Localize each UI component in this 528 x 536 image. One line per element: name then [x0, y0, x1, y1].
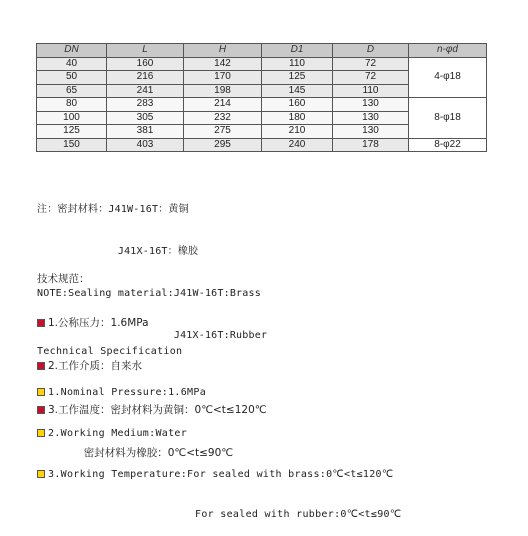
spec-cn-item-1-text: 1.公称压力：1.6MPa — [48, 316, 149, 329]
note-en-line-1: NOTE:Sealing material:J41W-16T:Brass — [37, 288, 261, 299]
cell-l: 216 — [107, 71, 184, 85]
cell-l: 403 — [107, 138, 184, 152]
cell-d: 72 — [333, 57, 409, 71]
cell-h: 142 — [184, 57, 262, 71]
spec-cn-title: 技术规范： — [37, 273, 90, 285]
cell-l: 381 — [107, 125, 184, 139]
table-header-row — [37, 44, 487, 58]
spec-en-item-3 — [37, 468, 401, 482]
cell-d1: 145 — [262, 84, 333, 98]
table-row — [37, 138, 487, 152]
note-en-line-2: J41X-16T:Rubber — [37, 330, 268, 341]
cell-d: 130 — [333, 111, 409, 125]
spec-cn-item-2-text: 2.工作介质：自来水 — [48, 360, 143, 372]
note-cn-line-2: J41X-16T：橡胶 — [37, 246, 199, 257]
cell-l: 305 — [107, 111, 184, 125]
yellow-square-icon — [37, 429, 45, 437]
cell-h: 275 — [184, 125, 262, 139]
cell-h: 295 — [184, 138, 262, 152]
cell-dn: 80 — [37, 98, 107, 112]
cell-l: 241 — [107, 84, 184, 98]
cell-dn: 150 — [37, 138, 107, 152]
cell-dn: 50 — [37, 71, 107, 85]
cell-dn: 40 — [37, 57, 107, 71]
spec-cn-item-3-text: 3.工作温度：密封材料为黄铜：0℃<t≤120℃ — [48, 403, 267, 416]
cell-d1: 125 — [262, 71, 333, 85]
header-d1: D1 — [262, 44, 333, 58]
cell-d: 130 — [333, 98, 409, 112]
tech-spec-en — [37, 318, 401, 536]
cell-d1: 180 — [262, 111, 333, 125]
cell-l: 160 — [107, 57, 184, 71]
spec-en-item-3-text: 3.Working Temperature:For sealed with brass:0℃<t≤120℃ — [48, 468, 394, 480]
header-holes: n-φd — [409, 44, 487, 58]
cell-d1: 240 — [262, 138, 333, 152]
header-l: L — [107, 44, 184, 58]
cell-h: 232 — [184, 111, 262, 125]
cell-h: 170 — [184, 71, 262, 85]
header-dn: DN — [37, 44, 107, 58]
cell-dn: 125 — [37, 125, 107, 139]
yellow-square-icon — [37, 470, 45, 478]
cell-d1: 210 — [262, 125, 333, 139]
header-d: D — [333, 44, 409, 58]
cell-h: 214 — [184, 98, 262, 112]
cell-dn: 100 — [37, 111, 107, 125]
cell-d: 110 — [333, 84, 409, 98]
spec-en-item-3-cont: For sealed with rubber:0℃<t≤90℃ — [37, 509, 402, 521]
spec-cn-item-3-cont: 密封材料为橡胶：0℃<t≤90℃ — [37, 447, 234, 459]
spec-en-item-2 — [37, 427, 401, 441]
cell-holes: 8-φ18 — [409, 98, 487, 139]
spec-en-item-2-text: 2.Working Medium:Water — [48, 427, 188, 439]
cell-dn: 65 — [37, 84, 107, 98]
cell-holes: 4-φ18 — [409, 57, 487, 98]
cell-l: 283 — [107, 98, 184, 112]
note-cn-line-1: 注：密封材料：J41W-16T：黄铜 — [37, 204, 189, 215]
cell-holes: 8-φ22 — [409, 138, 487, 152]
header-h: H — [184, 44, 262, 58]
spec-en-item-1 — [37, 386, 401, 400]
cell-d: 178 — [333, 138, 409, 152]
spec-en-title: Technical Specification — [37, 346, 183, 358]
cell-h: 198 — [184, 84, 262, 98]
table-row — [37, 98, 487, 112]
yellow-square-icon — [37, 388, 45, 396]
table-row — [37, 57, 487, 71]
cell-d1: 110 — [262, 57, 333, 71]
cell-d: 72 — [333, 71, 409, 85]
cell-d: 130 — [333, 125, 409, 139]
dimension-table — [36, 43, 487, 152]
cell-d1: 160 — [262, 98, 333, 112]
spec-en-item-1-text: 1.Nominal Pressure:1.6MPa — [48, 386, 207, 398]
